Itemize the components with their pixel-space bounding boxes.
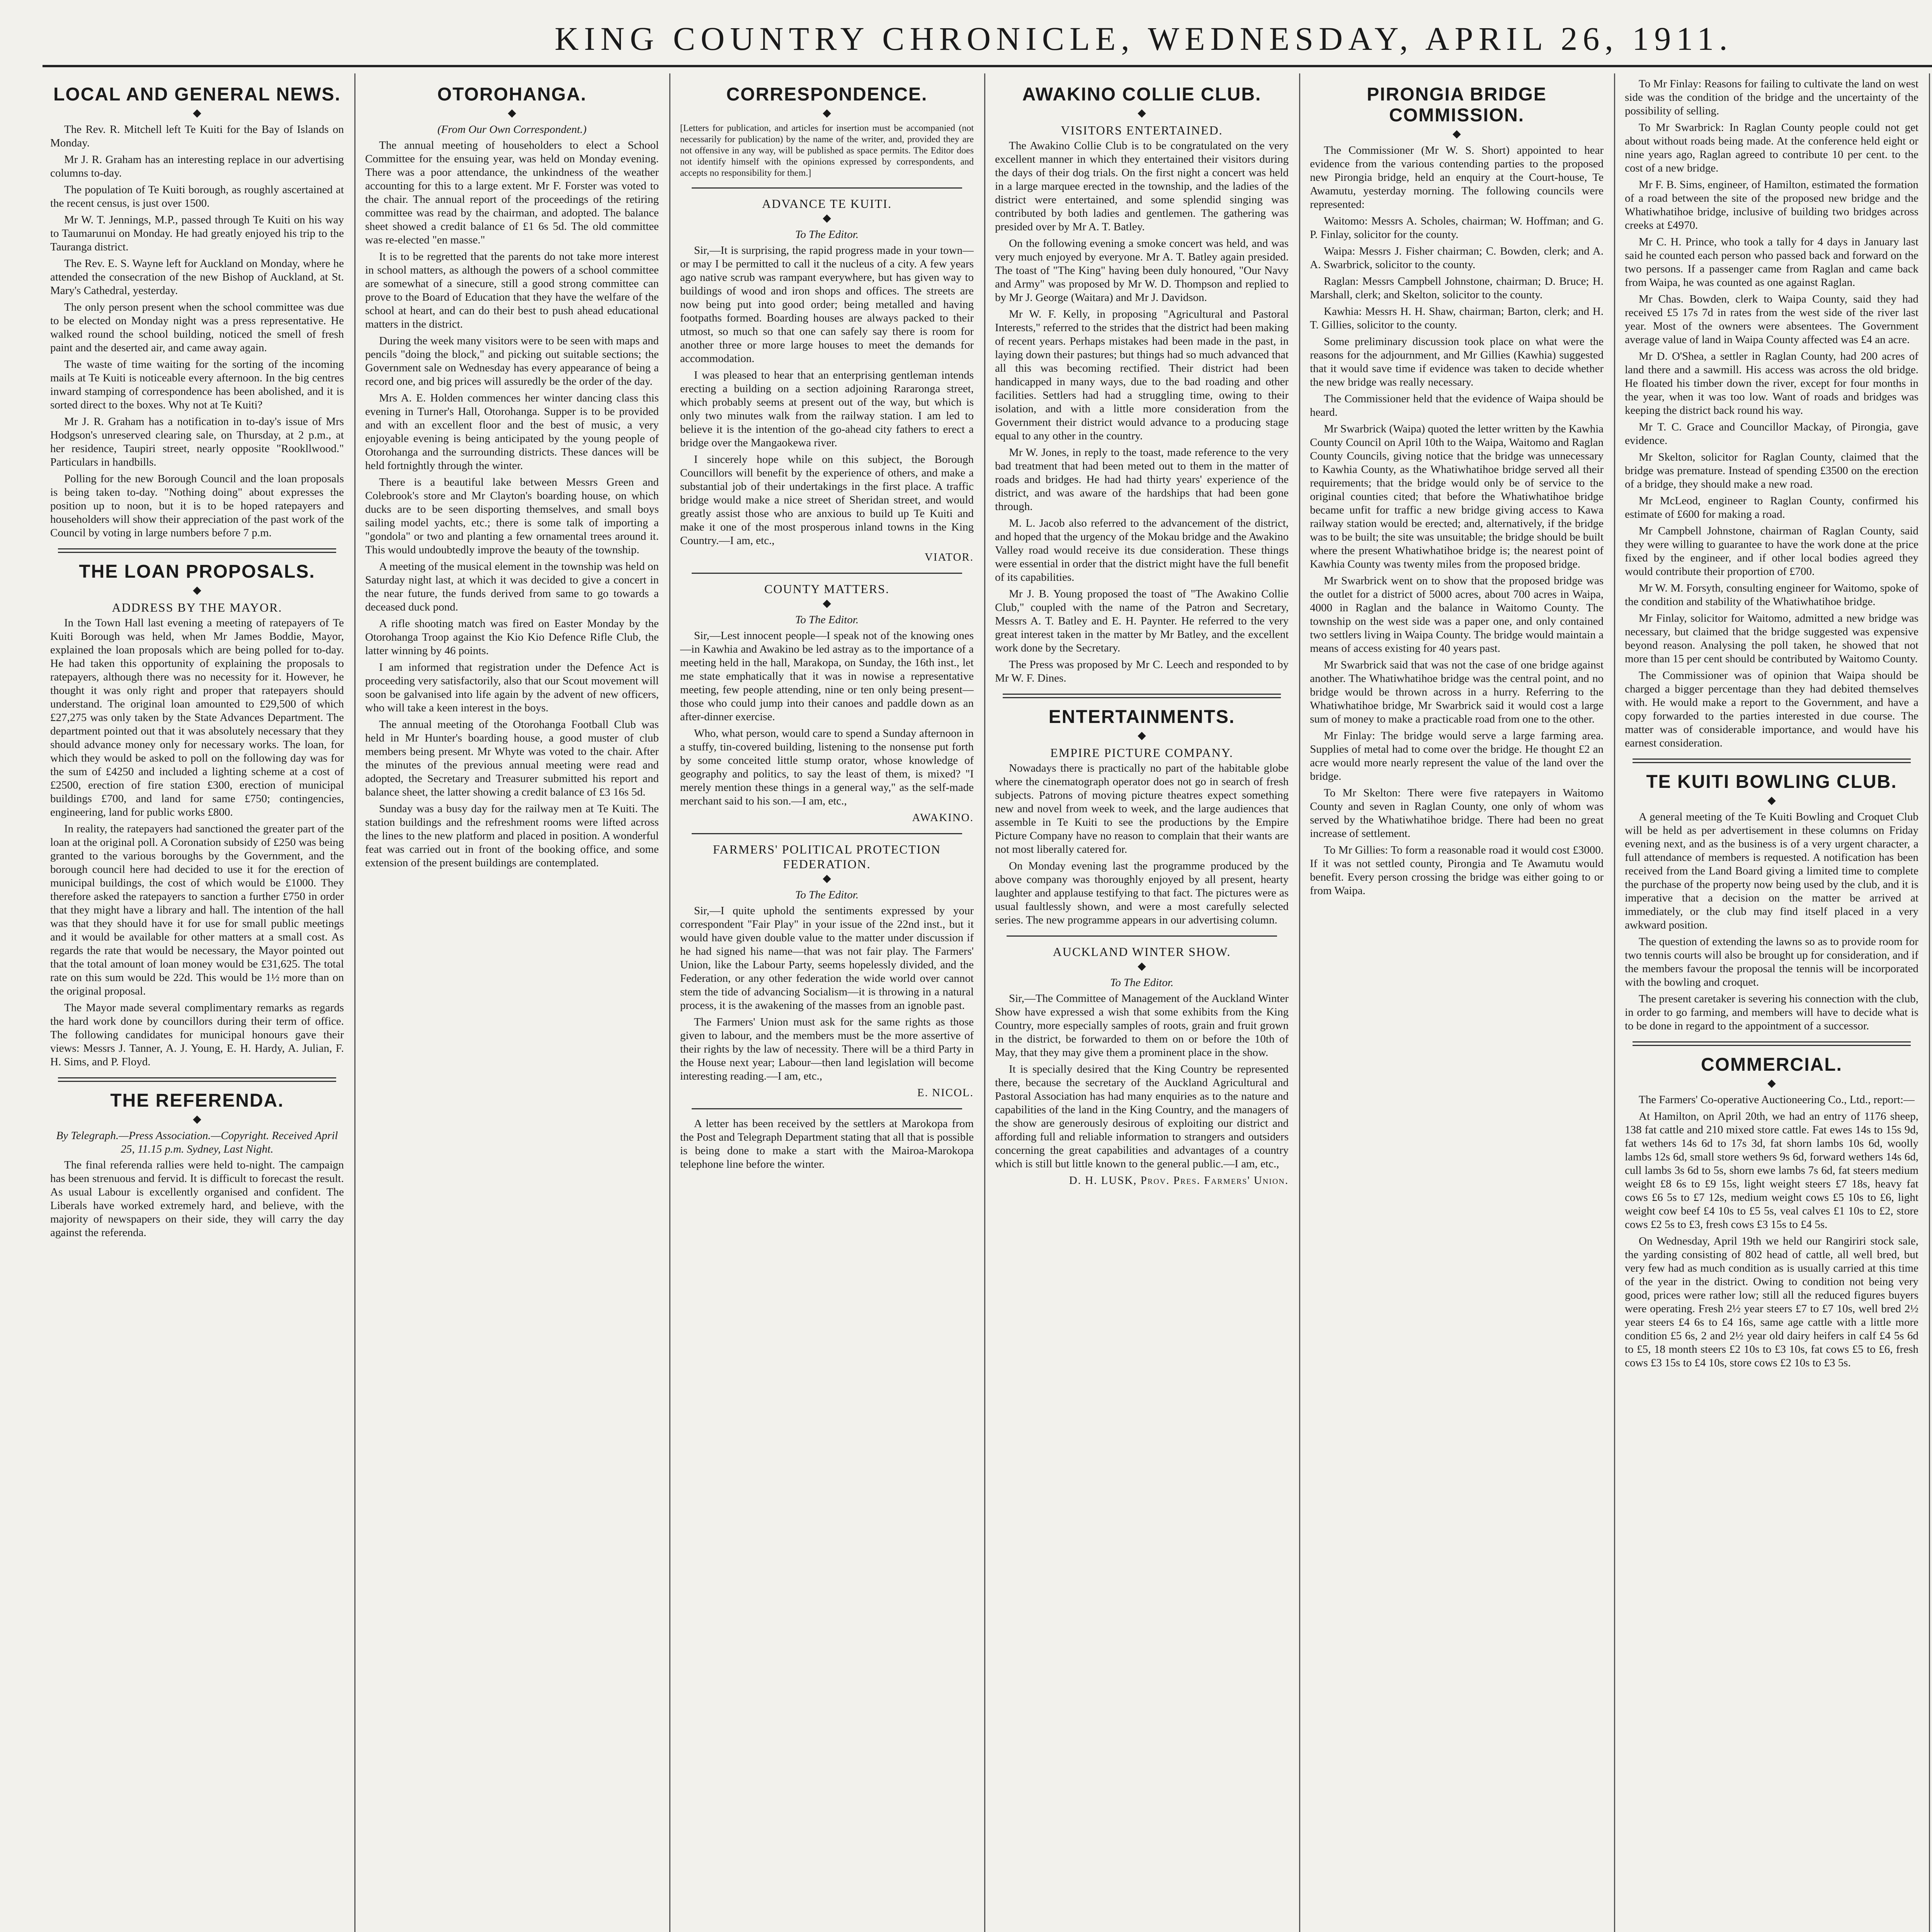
- paragraph: Kawhia: Messrs H. H. Shaw, chairman; Barton, clerk; and H. T. Gillies, solicitor to the county.: [1310, 305, 1604, 331]
- article: [680, 1108, 974, 1171]
- paragraph: Mr Skelton, solicitor for Raglan County, claimed that the bridge was premature. Instead of spending £3500 on the erection of a bridge, they should make a new road.: [1625, 451, 1918, 490]
- paragraph: I was pleased to hear that an enterprising gentleman intends erecting a building on a section adjoining Rararonga street, which probably seems at present out of the way, but which is only two minutes walk from the railway station. I am led to believe it is the intention of the go-ahead city fathers to erect a bridge over the Mangaokewa river.: [680, 369, 974, 449]
- paragraph: A general meeting of the Te Kuiti Bowling and Croquet Club will be held as per advertisement in these columns on Friday evening next, and as the business is of a very urgent character, a full attendance of members is requested. A notification has been received from the Land Board giving a limited time to complete the purchase of the property now being used by the club, and it is imperative that a decision on the matter be arrived at immediately, or the club may find itself placed in a very awkward position.: [1625, 811, 1918, 931]
- article-rule: [692, 573, 962, 574]
- ornament-icon: ◆: [823, 212, 831, 224]
- paragraph: Mr W. Jones, in reply to the toast, made reference to the very bad treatment that had been meted out to them in the matter of roads and bridges. He had had thirty years' experience of the district, and was aware of the hardships that had been gone through.: [995, 446, 1289, 513]
- article-rule: [58, 1077, 336, 1082]
- ornament-icon: ◆: [823, 107, 831, 119]
- article-rule: [1633, 1041, 1911, 1046]
- paragraph: Mr Swarbrick (Waipa) quoted the letter written by the Kawhia County Council on April 10th to the Waipa, Waitomo and Raglan County Councils, giving notice that the bridge was unnecessary to Kawhia County, as the Whatiwhatihoe bridge served all their requirements; that the bridge would only be of service to the original counties cited; that before the Whatiwhatihoe bridge became unfit for traffic a new bridge giving access to Kawa railway station would be erected; and, alternatively, if the bridge was to be built; the site was unsuitable; the bridge should be built where the present Whatiwhatihoe bridge is; the nearest point of Kawhia County was twenty miles from the proposed bridge.: [1310, 423, 1604, 570]
- paragraph: In the Town Hall last evening a meeting of ratepayers of Te Kuiti Borough was held, when Mr James Boddie, Mayor, explained the loan proposals which are being polled for to-day. He had taken this opportunity of explaining the proposals to ratepayers, although there was no necessity for it. However, he thought it was only right and proper that ratepayers should understand. The original loan amounted to £29,500 of which £27,275 was only taken by the State Advances Department. The department pointed out that it was absolutely necessary that they should advance money only for necessary works. The loan, for which they would be asked to poll on the following day was for the sum of £4250 and included a lighting scheme at a cost of £2500, erection of fire station £300, erection of municipal buildings £700, and land for same £750; contingencies, engineering, land for public works £800.: [50, 617, 344, 818]
- ornament-icon: ◆: [823, 872, 831, 884]
- paragraph: Waipa: Messrs J. Fisher chairman; C. Bowden, clerk; and A. A. Swarbrick, solicitor to the county.: [1310, 245, 1604, 271]
- ornament-icon: ◆: [1452, 128, 1461, 140]
- article-dateline: To The Editor.: [795, 614, 859, 626]
- paragraph: The Press was proposed by Mr C. Leech and responded to by Mr W. F. Dines.: [995, 658, 1289, 684]
- paragraph: Sir,—The Committee of Management of the Auckland Winter Show have expressed a wish that some exhibits from the King Country, more especially samples of roots, grain and fruit grown in the district, be forwarded to them on or before the 10th of May, that they may give them a prominent place in the show.: [995, 992, 1289, 1059]
- paragraph: Mr J. B. Young proposed the toast of "The Awakino Collie Club," coupled with the name of the Patron and Secretary, Messrs A. T. Batley and E. H. Paynter. He referred to the very great interest taken in the matter by Mr Batley, and the excellent work done by the Secretary.: [995, 588, 1289, 654]
- article: [680, 833, 974, 1100]
- column-divider: [1929, 73, 1930, 1932]
- paragraph: A meeting of the musical element in the township was held on Saturday night last, at which it was decided to give a concert in the near future, the funds derived from same to go towards a deceased duck pond.: [365, 560, 659, 613]
- ornament-icon: ◆: [1767, 794, 1776, 806]
- column-divider: [984, 73, 985, 1932]
- article-dateline: By Telegraph.—Press Association.—Copyright. Received April 25, 11.15 p.m. Sydney, Last Night.: [56, 1129, 338, 1155]
- masthead-title: KING COUNTRY CHRONICLE, WEDNESDAY, APRIL 26, 1911.: [554, 20, 1733, 57]
- article: [1625, 1041, 1918, 1370]
- article-subhead: AUCKLAND WINTER SHOW.: [1053, 945, 1231, 959]
- paragraph: M. L. Jacob also referred to the advancement of the district, and hoped that the urgency of the Mokau bridge and the Awakino Valley road would receive its due consideration. These things were essential in order that the district might have the full benefit of its capabilities.: [995, 517, 1289, 583]
- paragraph: Mr F. B. Sims, engineer, of Hamilton, estimated the formation of a road between the site of the proposed new bridge and the Whatiwhatihoe bridge, inclusive of building two bridges across creeks at £4970.: [1625, 179, 1918, 231]
- column-5: [1310, 77, 1604, 1932]
- column-divider: [1614, 73, 1615, 1932]
- column-divider: [354, 73, 355, 1932]
- paragraph: The question of extending the lawns so as to provide room for two tennis courts will also be brought up for consideration, and if the members favour the proposal the tennis will be incorporated with the bowling and croquet.: [1625, 935, 1918, 988]
- paragraph: Mr J. R. Graham has a notification in to-day's issue of Mrs Hodgson's unreserved clearing sale, on Thursday, at 2 p.m., at her residence, Taupiri street, nearly opposite "Rookllwood." Particulars in handbills.: [50, 415, 344, 468]
- paragraph: To Mr Gillies: To form a reasonable road it would cost £3000. If it was not settled county, Pirongia and Te Awamutu would benefit. Every person crossing the bridge was either going to or from Waipa.: [1310, 844, 1604, 897]
- paragraph: Sir,—It is surprising, the rapid progress made in your town—or may I be permitted to call it the nucleus of a city. A few years ago native scrub was rampant everywhere, but has given way to buildings of wood and iron shops and offices. The streets are now being put into good order; being metalled and having footpaths formed. Boarding houses are always packed to their utmost, so much so that one can safely say there is room for another three or more large houses to meet the demands for accommodation.: [680, 244, 974, 365]
- article: [1625, 759, 1918, 1033]
- paragraph: The annual meeting of householders to elect a School Committee for the ensuing year, was held on Monday evening. There was a poor attendance, the unkindness of the weather accounting for this to a large extent. Mr F. Forster was voted to the chair. The annual report of the proceedings of the retiring committee was read by the chairman, and adopted. The balance sheet showed a credit balance of £1 6s 5d. The old committee was re-elected "en masse.": [365, 139, 659, 246]
- column-1: [50, 77, 344, 1932]
- masthead-rule: [43, 65, 1932, 67]
- editor-note: [Letters for publication, and articles for insertion must be accompanied (not necessarily for publication) by the name of the writer, and, provided they are not offensive in any way, will be published as space permits. The Editor does not identify himself with the opinions expressed by correspondents, and accepts no responsibility for them.]: [680, 123, 974, 178]
- article-rule: [1633, 759, 1911, 763]
- article: [1310, 84, 1604, 898]
- paragraph: The Awakino Collie Club is to be congratulated on the very excellent manner in which they entertained their visitors during the days of their dog trials. On the first night a concert was held in a large marquee erected in the township, and the ladies of the district were entertained, and some splendid singing was contributed by both ladies and gentlemen. The gathering was presided over by Mr A. T. Batley.: [995, 139, 1289, 233]
- paragraph: Mr Swarbrick went on to show that the proposed bridge was the outlet for a district of 5000 acres, about 700 acres in Waipa, 4000 in Raglan and the balance in Waitomo County. The township on the west side was a paper one, and only contained two settlers living in Waipa County. The bridge would maintain a means of access existing for 40 years past.: [1310, 575, 1604, 655]
- paragraph: Who, what person, would care to spend a Sunday afternoon in a stuffy, tin-covered building, listening to the nonsense put forth by some conceited little stump orator, whose knowledge of geography and politics, to say the least of them, is mixed? "I merely mention these things in a general way," as the self-made merchant said to his son.—I am, etc.,: [680, 727, 974, 807]
- article-subtitle: ADDRESS BY THE MAYOR.: [112, 600, 282, 614]
- paragraph: In reality, the ratepayers had sanctioned the greater part of the loan at the original poll. A Coronation subsidy of £250 was being granted to the various boroughs by the Government, and the borough council here had decided to use it for the erection of municipal buildings, the cost of which would be £1000. They therefore asked the ratepayers to sanction a further £750 in order that they might have a library and hall. The intention of the hall was that they should have it for use for small public meetings and it would be available for other matters at a small cost. As regards the rate that would be necessary, the Mayor pointed out that the total amount of loan money would be £31,625. The total rate on this sum would be 22d. This would be 1½ more than on the original proposal.: [50, 823, 344, 997]
- article-headline: OTOROHANGA.: [437, 84, 587, 105]
- article-headline: COMMERCIAL.: [1701, 1054, 1842, 1075]
- column-6: [1625, 77, 1918, 1932]
- paragraph: The waste of time waiting for the sorting of the incoming mails at Te Kuiti is noticeable every afternoon. In the big centres inward stamping of correspondence has been abolished, and it is sorted direct to the boxes. Why not at Te Kuiti?: [50, 358, 344, 411]
- article: [995, 84, 1289, 685]
- paragraph: During the week many visitors were to be seen with maps and pencils "doing the block," and picking out suitable sections; the Government sale on Wednesday has every appearance of being a record one, and big prices will assuredly be the order of the day.: [365, 335, 659, 388]
- paragraph: Sir,—Lest innocent people—I speak not of the knowing ones—in Kawhia and Awakino be led astray as to the importance of a meeting held in the hall, Marakopa, on Sunday, the 16th inst., let me state emphatically that it was in nowise a representative meeting, few people attending, nine or ten only being present—those who could jump into their canoes and paddle down as an after-dinner exercise.: [680, 629, 974, 723]
- paragraph: On Wednesday, April 19th we held our Rangiriri stock sale, the yarding consisting of 802 head of cattle, all well bred, but very few had as much condition as is usually carried at this time of the year in the district. Owing to condition not being very good, prices were rather low; still all the reduced figures buyers were operating. Fresh 2½ year steers £7 to £7 10s, well bred 2½ year steers £4 6s to £4 16s, same age cattle with a little more condition £5 6s, 2 and 2½ year old dairy heifers in calf £4 5s 6d to £5, 18 month steers £2 10s to £3 10s, fat cows £5 to £6, fresh cows £3 15s to £4 10s, store cows £2 10s to £3 5s.: [1625, 1235, 1918, 1369]
- article-headline: TE KUITI BOWLING CLUB.: [1646, 772, 1897, 792]
- paragraph: Mr W. T. Jennings, M.P., passed through Te Kuiti on his way to Taumarunui on Monday. He had greatly enjoyed his trip to the Tauranga district.: [50, 214, 344, 253]
- article-rule: [1007, 935, 1277, 937]
- paragraph: The Rev. E. S. Wayne left for Auckland on Monday, where he attended the consecration of the new Bishop of Auckland, at St. Mary's Cathedral, yesterday.: [50, 257, 344, 297]
- column-2: [365, 77, 659, 1932]
- article-rule: [692, 187, 962, 189]
- article-rule: [692, 833, 962, 834]
- article: [995, 694, 1289, 927]
- article-headline: AWAKINO COLLIE CLUB.: [1022, 84, 1262, 105]
- article: [680, 573, 974, 825]
- paragraph: A letter has been received by the settlers at Marokopa from the Post and Telegraph Department stating that all that is possible is being done to make a start with the Mairoa-Marokopa telephone line before the winter.: [680, 1117, 974, 1170]
- article-headline: THE REFERENDA.: [110, 1090, 284, 1111]
- paragraph: It is specially desired that the King Country be represented there, because the secretary of the Auckland Agricultural and Pastoral Association has had many enquiries as to the nature and capabilities of the land in the King Country, and the managers of the show are generously desirous of exploiting our district and affording full and reliable information to strangers and outsiders concerning the great capabilities and advantages of a country which is still but little known to the general public.—I am, etc.,: [995, 1063, 1289, 1170]
- article-subtitle: EMPIRE PICTURE COMPANY.: [1050, 746, 1233, 760]
- article-rule: [692, 1108, 962, 1109]
- paragraph: I am informed that registration under the Defence Act is proceeding very satisfactorily, also that our Scout movement will soon be galvanised into life again by the advent of new officers, who will take a keen interest in the boys.: [365, 661, 659, 714]
- article: [50, 548, 344, 1069]
- ornament-icon: ◆: [1138, 730, 1146, 742]
- paragraph: The Farmers' Union must ask for the same rights as those given to labour, and the members must be the more assertive of their rights by the law of necessity. There will be a third Party in the House next year; Labour—then land legislation will become interesting reading.—I am, etc.,: [680, 1016, 974, 1082]
- article: [680, 84, 974, 179]
- paragraph: Sunday was a busy day for the railway men at Te Kuiti. The station buildings and the refreshment rooms were lifted across the lines to the new platform and placed in position. A wonderful feat was carried out in front of the booking office, and some extension of the present buildings are contemplated.: [365, 803, 659, 869]
- column-divider: [669, 73, 670, 1932]
- paragraph: Mr W. M. Forsyth, consulting engineer for Waitomo, spoke of the condition and stability of the Whatiwhatihoe bridge.: [1625, 582, 1918, 608]
- paragraph: Mr T. C. Grace and Councillor Mackay, of Pirongia, gave evidence.: [1625, 421, 1918, 447]
- paragraph: Mrs A. E. Holden commences her winter dancing class this evening in Turner's Hall, Otorohanga. Supper is to be provided and with an excellent floor and the best of music, a very enjoyable evening is being anticipated by the young people of Otorohanga and the surrounding districts. These dances will be held fortnightly through the winter.: [365, 392, 659, 472]
- article-headline: LOCAL AND GENERAL NEWS.: [53, 84, 341, 105]
- article-subtitle: VISITORS ENTERTAINED.: [1061, 123, 1223, 137]
- paragraph: Waitomo: Messrs A. Scholes, chairman; W. Hoffman; and G. P. Finlay, solicitor for the county.: [1310, 215, 1604, 241]
- article-rule: [1003, 694, 1281, 698]
- article-headline: ENTERTAINMENTS.: [1048, 707, 1235, 727]
- paragraph: The Commissioner was of opinion that Waipa should be charged a bigger percentage than they had debited themselves with. He would make a report to the Government, and have a copy forwarded to the parties interested in due course. The matter was of considerable importance, and would have his earnest consideration.: [1625, 669, 1918, 749]
- paragraph: It is to be regretted that the parents do not take more interest in school matters, as although the powers of a school committee are somewhat of a sinecure, still a good strong committee can prove to the Board of Education that they have the welfare of the school at heart, and can do their best to push ahead educational matters in the district.: [365, 250, 659, 330]
- signature: E. NICOL.: [917, 1087, 974, 1099]
- paragraph: I sincerely hope while on this subject, the Borough Councillors will benefit by the experience of others, and make a substantial job of their undertakings in the first place. A traffic bridge would make a nice street of Sheridan street, and would greatly assist those who are anxious to build up Te Kuiti and make it one of the most prosperous inland towns in the King Country.—I am, etc.,: [680, 453, 974, 547]
- paragraph: Sir,—I quite uphold the sentiments expressed by your correspondent "Fair Play" in your issue of the 22nd inst., but it would have given double value to the matter under discussion if he had signed his name—that was not fair play. The Farmers' Union, like the Labour Party, seems hopelessly divided, and the Federation, or any other federation the wide world over cannot stem the tide of advancing Socialism—it is throwing in a natural process, it is the awakening of the masses from an ignoble past.: [680, 905, 974, 1012]
- paragraph: The Mayor made several complimentary remarks as regards the hard work done by councillors during their term of office. The following candidates for municipal honours gave their views: Messrs J. Tanner, A. J. Young, E. H. Hardy, A. Julian, F. H. Sims, and P. Floyd.: [50, 1002, 344, 1068]
- article-headline: PIRONGIA BRIDGE COMMISSION.: [1367, 84, 1547, 126]
- article-headline: THE LOAN PROPOSALS.: [79, 561, 315, 582]
- paragraph: Mr Finlay, solicitor for Waitomo, admitted a new bridge was necessary, but claimed that the bridge suggested was expensive beyond reason. Analysing the poll taken, he showed that not more than 15 per cent should be contributed by Waitomo County.: [1625, 612, 1918, 665]
- paragraph: Polling for the new Borough Council and the loan proposals is being taken to-day. "Nothing doing" about expresses the position up to noon, but it is to be hoped ratepayers and householders will show their appreciation of the past work of the Council by voting in large numbers before 7 p.m.: [50, 473, 344, 539]
- ornament-icon: ◆: [193, 107, 201, 119]
- article-headline: CORRESPONDENCE.: [726, 84, 928, 105]
- paragraph: The Commissioner held that the evidence of Waipa should be heard.: [1310, 393, 1604, 418]
- column-4: [995, 77, 1289, 1932]
- paragraph: There is a beautiful lake between Messrs Green and Colebrook's store and Mr Clayton's boarding house, on which ducks are to be seen disporting themselves, and small boys sailing model yachts, etc.; there is some talk of importing a "gondola" or two and planting a few ornamental trees around it. This would undoubtedly improve the beauty of the township.: [365, 476, 659, 556]
- article: [365, 84, 659, 870]
- paragraph: A rifle shooting match was fired on Easter Monday by the Otorohanga Troop against the Kio Kio Defence Rifle Club, the latter winning by 46 points.: [365, 617, 659, 657]
- article-dateline: To The Editor.: [795, 889, 859, 901]
- paragraph: Mr W. F. Kelly, in proposing "Agricultural and Pastoral Interests," referred to the strides that the district had been making of recent years. Perhaps mistakes had been made in the past, in laying down their pastures; but things had so much advanced that all this was becoming rectified. Their district had been handicapped in many ways, due to the bad roading and other facilities. Settlers had had a struggling time, owing to their isolation, and with a little more consideration from the Government their district would advance to a producing stage equal to any other in the country.: [995, 308, 1289, 442]
- paragraph: The Commissioner (Mr W. S. Short) appointed to hear evidence from the various contending parties to the proposed new Pirongia bridge, held an enquiry at the Court-house, Te Awamutu, yesterday morning. The following councils were represented:: [1310, 144, 1604, 211]
- ornament-icon: ◆: [193, 584, 201, 596]
- signature: AWAKINO.: [912, 811, 974, 824]
- paragraph: The present caretaker is severing his connection with the club, in order to go farming, and members will have to decide what is to be done in regard to the appointment of a successor.: [1625, 993, 1918, 1032]
- paragraph: To Mr Skelton: There were five ratepayers in Waitomo County and seven in Raglan County, one only of whom was served by the Whatiwhatihoe bridge. There had been no great increase of settlement.: [1310, 787, 1604, 840]
- paragraph: Mr Chas. Bowden, clerk to Waipa County, said they had received £5 17s 7d in rates from the west side of the river last year. Most of the owners were absentees. The Government average value of land in Waipa County affected was £4 an acre.: [1625, 293, 1918, 346]
- paragraph: The annual meeting of the Otorohanga Football Club was held in Mr Hunter's boarding house, a good muster of club members being present. Mr Whyte was voted to the chair. After the minutes of the previous annual meeting were read and adopted, the Secretary and Treasurer submitted his report and balance sheet, the latter showing a credit balance of £3 16s 5d.: [365, 718, 659, 798]
- paragraph: Mr J. R. Graham has an interesting replace in our advertising columns to-day.: [50, 153, 344, 179]
- paragraph: Some preliminary discussion took place on what were the reasons for the adjournment, and Mr Gillies (Kawhia) suggested that it would save time if evidence was taken to decide whether the new bridge was really necessary.: [1310, 335, 1604, 388]
- ornament-icon: ◆: [508, 107, 516, 119]
- masthead: [46, 15, 1932, 62]
- column-divider: [1299, 73, 1300, 1932]
- article: [1625, 77, 1918, 750]
- ornament-icon: ◆: [193, 1113, 201, 1125]
- article-dateline: To The Editor.: [795, 228, 859, 241]
- paragraph: Mr Finlay: The bridge would serve a large farming area. Supplies of metal had to come over the bridge. He thought £2 an acre would more nearly represent the value of the land over the bridge.: [1310, 730, 1604, 782]
- paragraph: Mr Swarbrick said that was not the case of one bridge against another. The Whatiwhatihoe bridge was the central point, and no bridge would be thrown across in a hurry. Referring to the Whatiwhatihoe bridge, Mr Swarbrick said it would cost a large sum of money to make a practicable road from one to the other.: [1310, 659, 1604, 725]
- paragraph: Mr C. H. Prince, who took a tally for 4 days in January last said he counted each person who passed back and forward on the two persons. If a passenger came from Raglan and came back from Waipa, he was counted as one against Raglan.: [1625, 236, 1918, 289]
- paragraph: To Mr Finlay: Reasons for failing to cultivate the land on west side was the condition of the bridge and the uncertainty of the possibility of selling.: [1625, 78, 1918, 117]
- paragraph: The only person present when the school committee was due to be elected on Monday night was a press representative. He walked round the school building, noticed the smell of fresh paint and the deserted air, and came away again.: [50, 301, 344, 354]
- article: [995, 935, 1289, 1187]
- signature: D. H. LUSK, Prov. Pres. Farmers' Union.: [1069, 1174, 1289, 1187]
- signature: VIATOR.: [924, 551, 974, 563]
- paragraph: Nowadays there is practically no part of the habitable globe where the cinematograph operator does not go in search of fresh subjects. Patrons of moving picture theatres expect something new and novel from week to week, and the large audiences that assemble in Te Kuiti to see the productions by the Empire Picture Company have no reason to complain that their wants are not most liberally catered for.: [995, 762, 1289, 855]
- paragraph: The Rev. R. Mitchell left Te Kuiti for the Bay of Islands on Monday.: [50, 123, 344, 149]
- article-dateline: To The Editor.: [1110, 976, 1174, 989]
- paragraph: To Mr Swarbrick: In Raglan County people could not get about without roads being made. At the conference held eight or nine years ago, Raglan agreed to contribute 10 per cent. to the cost of a new bridge.: [1625, 121, 1918, 174]
- paragraph: On Monday evening last the programme produced by the above company was thoroughly enjoyed by all present, hearty laughter and applause testifying to that fact. The pictures were as usual faultlessly shown, and were a most carefully selected series. The new programme appears in our advertising column.: [995, 860, 1289, 926]
- column-3: [680, 77, 974, 1932]
- article-subhead: FARMERS' POLITICAL PROTECTION FEDERATION.: [713, 842, 941, 871]
- paragraph: On the following evening a smoke concert was held, and was very much enjoyed by everyone. Mr A. T. Batley again presided. The toast of "The King" having been duly honoured, "Our Navy and Army" was proposed by Mr W. D. Thompson and replied to by Mr J. George (Waitara) and Mr J. Davidson.: [995, 237, 1289, 304]
- paragraph: At Hamilton, on April 20th, we had an entry of 1176 sheep, 138 fat cattle and 210 mixed store cattle. Fat ewes 14s to 15s 9d, fat wethers 14s 6d to 17s 3d, fat shorn lambs 10s 6d, woolly lambs 12s 6d, small store wethers 9s 6d, forward wethers 14s 6d, cull lambs 3s 6d to 5s, shorn ewe lambs 7s 6d, fat steers medium weight £8 6s to £9 15s, light weight steers £7 18s, heavy fat cows £6 5s to £7 12s, medium weight cows £5 10s to £6, light weight cow beef £4 10s to £5 5s, veal calves £1 10s to £2, store cows £2 5s to £3, fresh cows £3 15s to £4 5s.: [1625, 1110, 1918, 1231]
- article-dateline: (From Our Own Correspondent.): [437, 123, 587, 136]
- ornament-icon: ◆: [1138, 107, 1146, 119]
- article-rule: [58, 548, 336, 553]
- paragraph: The final referenda rallies were held to-night. The campaign has been strenuous and fervid. It is difficult to forecast the result. As usual Labour is excellently organised and confident. The Liberals have worked extremely hard, and believe, with the majority of newspapers on their side, they will carry the day against the referenda.: [50, 1159, 344, 1239]
- ornament-icon: ◆: [823, 597, 831, 609]
- paragraph: Mr D. O'Shea, a settler in Raglan County, had 200 acres of land there and a sawmill. His access was across the old bridge. He floated his timber down the river, except for four months in the year, when it was too low. Want of roads and bridges was keeping the district back round his way.: [1625, 350, 1918, 417]
- ornament-icon: ◆: [1767, 1077, 1776, 1089]
- paragraph: Mr McLeod, engineer to Raglan County, confirmed his estimate of £600 for making a road.: [1625, 495, 1918, 520]
- paragraph: The population of Te Kuiti borough, as roughly ascertained at the recent census, is just over 1500.: [50, 184, 344, 209]
- paragraph: Raglan: Messrs Campbell Johnstone, chairman; D. Bruce; H. Marshall, clerk; and Skelton, solicitor to the county.: [1310, 275, 1604, 301]
- article: [50, 1077, 344, 1240]
- paragraph: Mr Campbell Johnstone, chairman of Raglan County, said they were willing to guarantee to have the work done at the price fixed by the engineer, and if other local bodies agreed they would contribute their proportion of £700.: [1625, 525, 1918, 578]
- article-subhead: COUNTY MATTERS.: [764, 582, 889, 596]
- article: [680, 187, 974, 564]
- article-subhead: ADVANCE TE KUITI.: [762, 197, 892, 211]
- ornament-icon: ◆: [1138, 960, 1146, 972]
- paragraph: The Farmers' Co-operative Auctioneering Co., Ltd., report:—: [1639, 1094, 1915, 1106]
- article: [50, 84, 344, 540]
